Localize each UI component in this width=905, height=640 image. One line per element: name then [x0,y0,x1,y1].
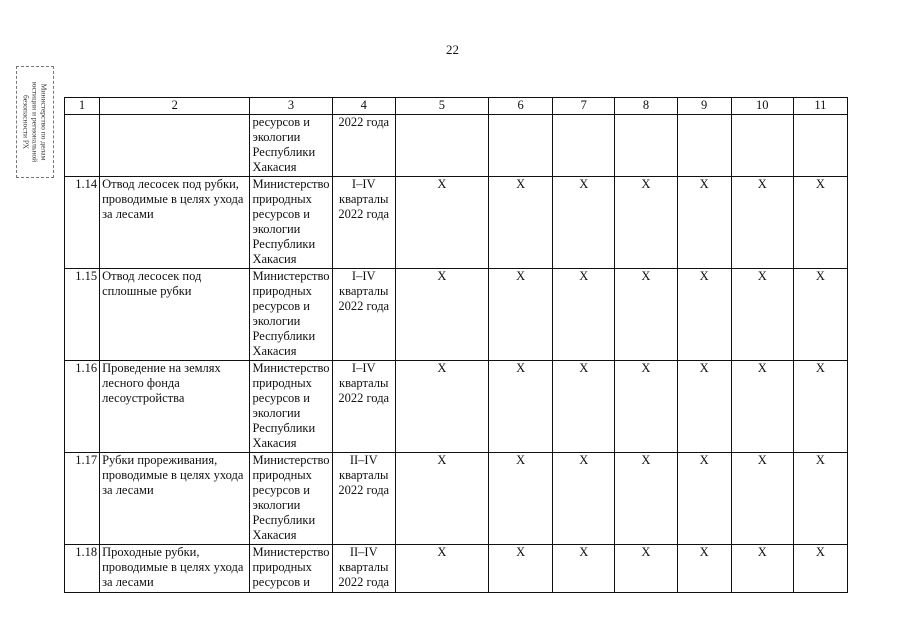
activity-name-line: за лесами [102,207,154,221]
mark-cell: X [395,361,488,453]
mark-cell: X [615,177,677,269]
mark-cell: X [395,453,488,545]
responsible-line: Республики [252,237,316,251]
responsible-cell [250,361,332,453]
deadline-cell [332,269,395,361]
deadline-line: 2022 года [338,207,390,221]
responsible-line: природных [252,376,312,390]
responsible-line: Хакасия [252,436,297,450]
responsible-line: экологии [252,130,301,144]
mark-cell [395,115,488,177]
responsible-cell [250,177,332,269]
responsible-line: ресурсов и [252,115,310,129]
mark-cell [677,115,731,177]
mark-cell: X [553,545,615,593]
mark-cell [489,115,553,177]
stamp-text: Министерство по делам юстиции и региональной безопасности РХ [21,81,49,163]
activity-name-line: за лесами [102,575,154,589]
table-row [65,361,848,453]
mark-cell: X [731,361,793,453]
mark-cell: X [615,361,677,453]
activity-name-line: за лесами [102,483,154,497]
responsible-line: ресурсов и [252,391,310,405]
mark-cell: X [731,453,793,545]
mark-cell: X [489,269,553,361]
deadline-cell [332,115,395,177]
table-row [65,545,848,593]
row-number-cell: 1.15 [65,269,100,361]
responsible-line: природных [252,192,312,206]
responsible-line: Хакасия [252,344,297,358]
page-number: 22 [446,42,459,57]
mark-cell: X [677,545,731,593]
mark-cell: X [553,269,615,361]
mark-cell: X [489,177,553,269]
column-header: 1 [65,98,100,115]
activity-name-line: Отвод лесосек под [102,269,202,283]
activity-name-cell [100,115,250,177]
mark-cell: X [677,453,731,545]
mark-cell: X [793,545,847,593]
mark-cell: X [395,545,488,593]
activity-name-line: лесного фонда [102,376,180,390]
activity-name-cell [100,177,250,269]
activity-name-cell [100,453,250,545]
mark-cell: X [615,269,677,361]
responsible-line: ресурсов и [252,207,310,221]
mark-cell: X [489,545,553,593]
mark-cell: X [793,177,847,269]
column-header: 4 [332,98,395,115]
mark-cell: X [553,453,615,545]
mark-cell: X [677,177,731,269]
column-header: 3 [250,98,332,115]
mark-cell: X [489,361,553,453]
activity-name-cell [100,361,250,453]
deadline-line: кварталы [339,284,389,298]
column-header: 5 [395,98,488,115]
mark-cell: X [615,545,677,593]
table-body [65,115,848,593]
responsible-line: Хакасия [252,252,297,266]
responsible-line: Республики [252,329,316,343]
deadline-line: 2022 года [338,483,390,497]
responsible-cell [250,453,332,545]
mark-cell [553,115,615,177]
mark-cell: X [395,177,488,269]
mark-cell: X [793,453,847,545]
responsible-line: экологии [252,314,301,328]
responsible-line: Министерство [252,177,330,191]
column-header: 6 [489,98,553,115]
row-number-cell: 1.17 [65,453,100,545]
deadline-line: 2022 года [338,575,390,589]
registration-stamp [16,66,54,178]
activity-name-line: проводимые в целях ухода [102,192,244,206]
row-number-cell: 1.14 [65,177,100,269]
deadline-line: II–IV [349,545,378,559]
column-header: 11 [793,98,847,115]
column-header: 10 [731,98,793,115]
deadline-line: кварталы [339,192,389,206]
row-number-cell [65,115,100,177]
column-header: 9 [677,98,731,115]
responsible-cell [250,545,332,593]
responsible-cell [250,269,332,361]
activity-name-cell [100,269,250,361]
table-row [65,453,848,545]
mark-cell: X [553,177,615,269]
mark-cell: X [793,269,847,361]
mark-cell: X [731,177,793,269]
activity-name-line: Рубки прореживания, [102,453,218,467]
responsible-line: экологии [252,498,301,512]
table-header-row [65,98,848,115]
activity-name-line: проводимые в целях ухода [102,560,244,574]
responsible-line: Хакасия [252,528,297,542]
responsible-line: природных [252,560,312,574]
deadline-cell [332,177,395,269]
mark-cell [731,115,793,177]
deadline-line: кварталы [339,376,389,390]
deadline-line: 2022 года [338,115,390,129]
responsible-line: Министерство [252,269,330,283]
column-header: 8 [615,98,677,115]
activity-name-cell [100,545,250,593]
deadline-cell [332,361,395,453]
deadline-line: 2022 года [338,391,390,405]
deadline-line: кварталы [339,468,389,482]
mark-cell [615,115,677,177]
responsible-cell [250,115,332,177]
mark-cell: X [489,453,553,545]
deadline-cell [332,453,395,545]
column-header: 7 [553,98,615,115]
mark-cell: X [731,269,793,361]
activity-name-line: Проведение на землях [102,361,221,375]
deadline-line: I–IV [351,177,376,191]
row-number-cell: 1.18 [65,545,100,593]
responsible-line: Министерство [252,545,330,559]
mark-cell: X [793,361,847,453]
responsible-line: Республики [252,421,316,435]
row-number-cell: 1.16 [65,361,100,453]
responsible-line: экологии [252,406,301,420]
mark-cell [793,115,847,177]
activity-name-line: Проходные рубки, [102,545,200,559]
activity-name-line: проводимые в целях ухода [102,468,244,482]
table-row [65,115,848,177]
responsible-line: Республики [252,513,316,527]
table-row [65,177,848,269]
activity-name-line: сплошные рубки [102,284,192,298]
responsible-line: ресурсов и [252,483,310,497]
responsible-line: ресурсов и [252,299,310,313]
responsible-line: Хакасия [252,160,297,174]
mark-cell: X [677,269,731,361]
responsible-line: экологии [252,222,301,236]
deadline-line: I–IV [351,269,376,283]
responsible-line: ресурсов и [252,575,310,589]
mark-cell: X [615,453,677,545]
activity-name-line: лесоустройства [102,391,185,405]
column-header: 2 [100,98,250,115]
responsible-line: природных [252,284,312,298]
responsible-line: Министерство [252,361,330,375]
mark-cell: X [731,545,793,593]
responsible-line: Министерство [252,453,330,467]
deadline-line: I–IV [351,361,376,375]
activity-name-line: Отвод лесосек под рубки, [102,177,239,191]
mark-cell: X [395,269,488,361]
deadline-line: 2022 года [338,299,390,313]
table-row [65,269,848,361]
deadline-line: кварталы [339,560,389,574]
activities-table [64,97,848,593]
mark-cell: X [553,361,615,453]
responsible-line: природных [252,468,312,482]
deadline-line: II–IV [349,453,378,467]
deadline-cell [332,545,395,593]
responsible-line: Республики [252,145,316,159]
mark-cell: X [677,361,731,453]
